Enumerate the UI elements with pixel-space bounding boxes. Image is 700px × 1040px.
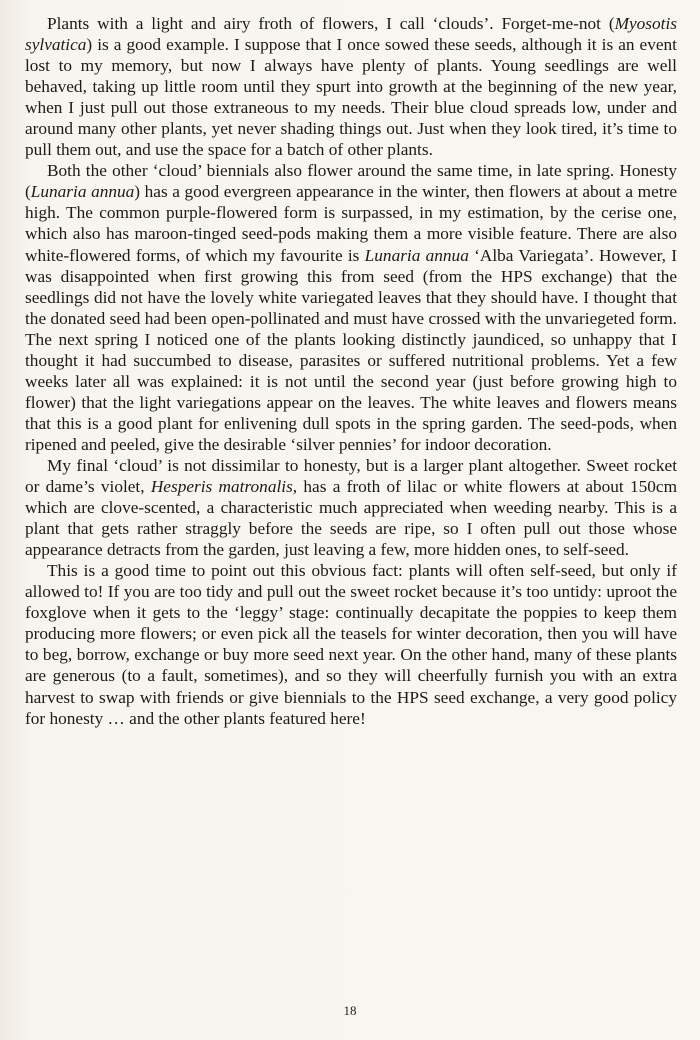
- text-run: ‘Alba Variegata’. However, I was disappointed when first growing this from seed (from the HPS exchange) that the seedlings did not have the lovely white variegated leaves that they should have. I thought that the donated seed had been open-pollinated and must have crossed with the unvariegeted form. The next spring I noticed one of the plants looking distinctly jaundiced, so unhappy that I thought it had succumbed to disease, parasites or suffered nutritional problems. Yet a few weeks later all was explained: it is not until the second year (just before growing high to flower) that the light variegations appear on the leaves. The white leaves and flowers means that this is a good plant for enlivening dull spots in the spring garden. The seed-pods, when ripened and peeled, give the desirable ‘silver pennies’ for indoor decoration.: [25, 245, 677, 454]
- text-run: Plants with a light and airy froth of flowers, I call ‘clouds’. Forget-me-not (: [47, 14, 615, 33]
- page-number: 18: [343, 1003, 357, 1018]
- text-run: ) is a good example. I suppose that I once sowed these seeds, although it is an event lost to my memory, but now I always have plenty of plants. Young seedlings are well behaved, taking up little room until they spurt into growth at the beginning of the new year, when I just pull out those extraneous to my needs. Their blue cloud spreads low, under and around many other plants, yet never shading things out. Just when they look tired, it’s time to pull them out, and use the space for a batch of other plants.: [25, 35, 677, 160]
- paragraph-forget-me-not: [25, 13, 677, 160]
- paragraph-self-seed: [25, 560, 677, 728]
- text-run: Both the other ‘cloud’ biennials also flower around the same time, in late spring. Honesty (: [25, 161, 677, 202]
- text-run: My final ‘cloud’ is not dissimilar to honesty, but is a larger plant altogether. Sweet rocket or dame’s violet,: [25, 455, 677, 497]
- text-run: This is a good time to point out this obvious fact: plants will often self-seed, but only if allowed to! If you are too tidy and pull out the sweet rocket because it’s too untidy: uproot the foxglove when it gets to the ‘leggy’ stage: continually decapitate the poppies to keep them producing more flowers; or even pick all the teasels for winter decoration, then you will have to beg, borrow, exchange or buy more seed next year. On the other hand, many of these plants are generous (to a fault, sometimes), and so they will cheerfully furnish you with an extra harvest to swap with friends or give biennials to the HPS seed exchange, a very good policy for honesty … and the other plants featured here!: [25, 561, 677, 728]
- italic-run: Myosotis sylvatica: [25, 14, 677, 55]
- text-run: , has a froth of lilac or white flowers at about 150cm which are clove-scented, a characteristic much appreciated when weeding nearby. This is a plant that gets rather straggly before the seeds are ripe, so I often pull out those whose appearance detracts from the garden, just leaving a few, more hidden ones, to self-seed.: [25, 477, 678, 560]
- text-run: ) has a good evergreen appearance in the winter, then flowers at about a metre high. The common purple-flowered form is surpassed, in my estimation, by the cerise one, which also has maroon-tinged seed-pods making them a more visible feature. There are also white-flowered forms, of which my favourite is: [25, 182, 677, 265]
- body-text: [25, 13, 677, 729]
- italic-run: Hesperis matronalis: [150, 477, 293, 497]
- italic-run: Lunaria annua: [30, 182, 135, 202]
- paragraph-sweet-rocket: [25, 455, 677, 560]
- paragraph-honesty: [25, 160, 677, 455]
- italic-run: Lunaria annua: [364, 245, 469, 265]
